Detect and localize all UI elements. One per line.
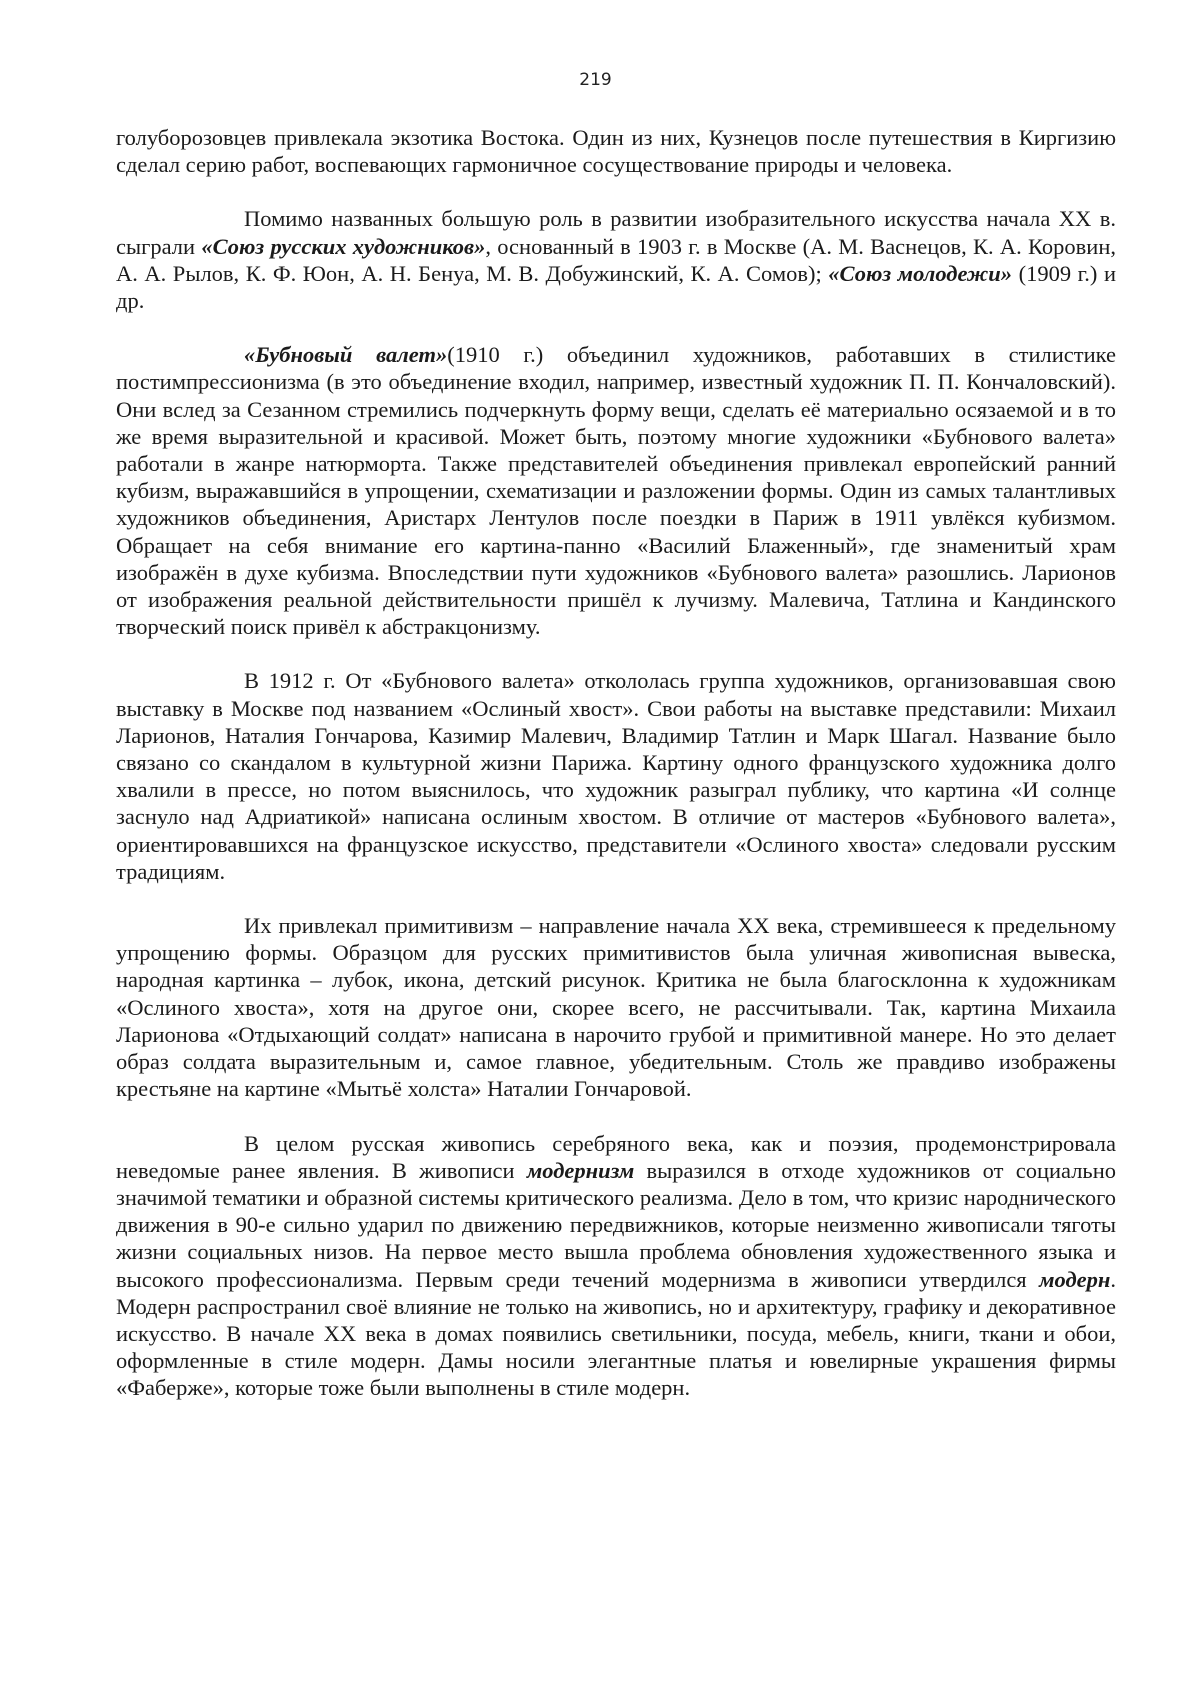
paragraph-text: выразился в отходе художников от социально значимой тематики и образной системы критического реализма. Дело в том, что кризис народнического движения в 90-е сильно ударил по движению передвижников, которые неизменно живописали тяготы жизни социальных низов. На первое место вышла проблема обновления художественного языка и высокого профессионализма. Первым среди течений модернизма в живописи утвердился — [116, 1157, 1116, 1292]
emphasis-modernizm: модернизм — [526, 1157, 635, 1183]
paragraph-text: голуборозовцев привлекала экзотика Востока. Один из них, Кузнецов после путешествия в Киргизию сделал серию работ, воспевающих гармоничное сосуществование природы и человека. — [116, 125, 1116, 178]
paragraph-text: , основанный в 1903 г. в Москве (А. М. Васнецов, К. А. Коровин, А. А. Рылов, К. Ф. Юон, А. Н. Бенуа, М. В. Добужинский, К. А. Сомов); — [116, 233, 1116, 286]
paragraph-4 — [116, 667, 1116, 885]
body-text — [116, 124, 1116, 1429]
paragraph-text: В 1912 г. От «Бубнового валета» откололась группа художников, организовавшая свою выставку в Москве под названием «Ослиный хвост». Свои работы на выставке представили: Михаил Ларионов, Наталия Гончарова, Казимир Малевич, Владимир Татлин и Марк Шагал. Название было связано со скандалом в культурной жизни Парижа. Картину одного французского художника долго хвалили в прессе, но потом выяснилось, что художник разыграл публику, что картина «И солнце заснуло над Адриатикой» написана ослиным хвостом. В отличие от мастеров «Бубнового валета», ориентировавшихся на французское искусство, представители «Ослиного хвоста» следовали русским традициям. — [116, 668, 1116, 884]
paragraph-text: (1910 г.) объединил художников, работавших в стилистике постимпрессионизма (в это объединение входил, например, известный художник П. П. Кончаловский). Они вслед за Сезанном стремились подчеркнуть форму вещи, сделать её материально осязаемой и в то же время выразительной и красивой. Может быть, поэтому многие художники «Бубнового валета» работали в жанре натюрморта. Также представителей объединения привлекал европейский ранний кубизм, выражавшийся в упрощении, схематизации и разложении формы. Один из самых талантливых художников объединения, Аристарх Лентулов после поездки в Париж в 1911 увлёкся кубизмом. Обращает на себя внимание его картина-панно «Василий Блаженный», где знаменитый храм изображён в духе кубизма. Впоследствии пути художников «Бубнового валета» разошлись. Ларионов от изображения реальной действительности пришёл к лучизму. Малевича, Татлина и Кандинского творческий поиск привёл к абстракцонизму. — [116, 342, 1116, 640]
paragraph-text: В целом русская живопись серебряного века, как и поэзия, продемонстрировала неведомые ранее явления. В живописи — [116, 1130, 1116, 1183]
emphasis-bubnovy-valet: «Бубновый валет» — [244, 342, 448, 368]
paragraph-text: (1909 г.) и др. — [116, 260, 1117, 314]
emphasis-soyuz-molodezhi: «Союз молодежи» — [828, 260, 1013, 286]
paragraph-3 — [116, 341, 1116, 640]
paragraph-text: . Модерн распространил своё влияние не только на живопись, но и архитектуру, графику и декоративное искусство. В начале XX века в домах появились светильники, посуда, мебель, книги, ткани и обои, оформленные в стиле модерн. Дамы носили элегантные платья и ювелирные украшения фирмы «Фаберже», которые тоже были выполнены в стиле модерн. — [116, 1266, 1116, 1401]
emphasis-modern: модерн — [1039, 1266, 1111, 1292]
emphasis-soyuz-russkikh-khudozhnikov: «Союз русских художников» — [201, 233, 486, 259]
paragraph-2 — [116, 205, 1116, 314]
paragraph-1 — [116, 124, 1116, 178]
paragraph-5 — [116, 912, 1116, 1102]
paragraph-text: Помимо названных большую роль в развитии изобразительного искусства начала XX в. сыграли — [116, 206, 1116, 259]
page-number: 219 — [579, 70, 612, 90]
paragraph-6 — [116, 1130, 1116, 1402]
paragraph-text: Их привлекал примитивизм – направление начала XX века, стремившееся к предельному упрощению формы. Образцом для русских примитивистов была уличная живописная вывеска, народная картинка – лубок, икона, детский рисунок. Критика не была благосклонна к художникам «Ослиного хвоста», хотя на другое они, скорее всего, не рассчитывали. Так, картина Михаила Ларионова «Отдыхающий солдат» написана в нарочито грубой и примитивной манере. Но это делает образ солдата выразительным и, самое главное, убедительным. Столь же правдиво изображены крестьяне на картине «Мытьё холста» Наталии Гончаровой. — [116, 913, 1116, 1102]
